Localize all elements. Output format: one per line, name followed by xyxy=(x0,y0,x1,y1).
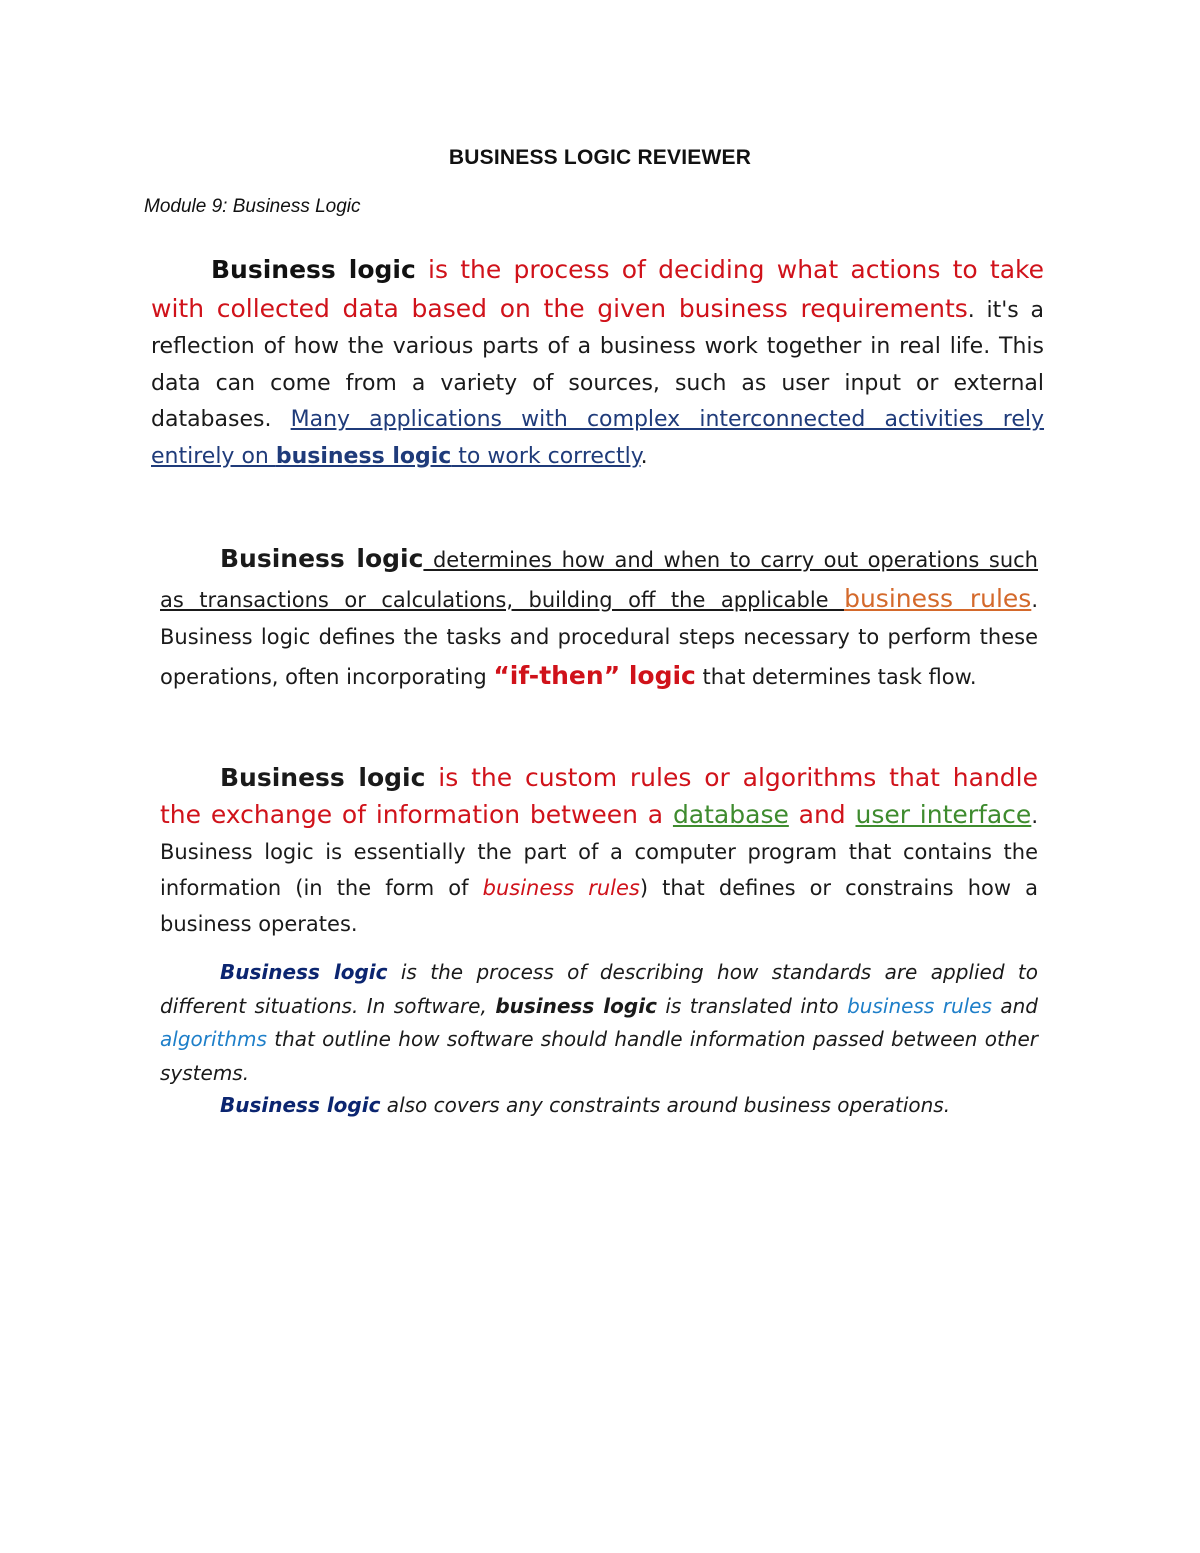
algorithms: algorithms xyxy=(160,1027,267,1051)
and-text: and xyxy=(991,993,1039,1018)
link-end[interactable]: to work correctly xyxy=(451,443,641,469)
paragraph-4 xyxy=(160,956,1038,1090)
body-text: also covers any constraints around business operations. xyxy=(380,1093,951,1117)
and-text: and xyxy=(788,800,856,829)
paragraph-2 xyxy=(160,540,1038,696)
paragraph-5 xyxy=(160,1089,1038,1123)
term: Business logic xyxy=(220,960,388,984)
paragraph-3 xyxy=(160,760,1038,942)
body-text: is the process of describing how standards are applied to different situations. In software, xyxy=(160,960,1038,1018)
body-text: . Business logic defines the tasks and procedural steps necessary to perform these operations, often incorporating xyxy=(160,587,1038,689)
bold-term: business logic xyxy=(495,993,657,1018)
business-rules-link[interactable]: business rules xyxy=(844,583,1032,613)
definition: is the custom rules or algorithms that handle the exchange of information between a xyxy=(160,763,1038,829)
user-interface-link[interactable]: user interface xyxy=(855,800,1032,829)
module-heading: Module 9: Business Logic xyxy=(144,196,361,217)
paragraph-1 xyxy=(151,252,1044,475)
business-rules: business rules xyxy=(482,876,640,900)
underlined-text: determines how and when to carry out operations such as transactions or calculations, building off the applicable xyxy=(160,548,1038,612)
term: Business logic xyxy=(220,763,426,792)
definition-end: requirements xyxy=(800,293,968,323)
term: Business logic xyxy=(220,544,424,573)
body-end: that determines task flow. xyxy=(695,664,977,689)
document-title: BUSINESS LOGIC REVIEWER xyxy=(448,146,752,169)
definition: is the process of deciding what actions to take with collected data based on the given business xyxy=(151,255,1044,323)
term: Business logic xyxy=(211,255,416,284)
body-text: . it's a reflection of how the various parts of a business work together in real life. This data can come from a variety of sources, such as user input or external databases. xyxy=(151,297,1044,432)
body-text-2: is translated into xyxy=(656,993,848,1018)
if-then-logic: “if-then” logic xyxy=(493,660,696,690)
body-text: . Business logic is essentially the part of a computer program that contains the information (in the form of xyxy=(160,804,1038,900)
link-text[interactable]: Many applications with complex interconnected activities rely entirely on xyxy=(151,407,1045,469)
business-rules: business rules xyxy=(847,993,992,1018)
database-link[interactable]: database xyxy=(672,800,789,829)
body-text-3: that outline how software should handle information passed between other systems. xyxy=(160,1027,1038,1085)
link-bold[interactable]: business logic xyxy=(275,443,452,469)
period: . xyxy=(640,443,648,469)
body-end: ) that defines or constrains how a business operates. xyxy=(160,876,1038,936)
term: Business logic xyxy=(220,1093,381,1117)
